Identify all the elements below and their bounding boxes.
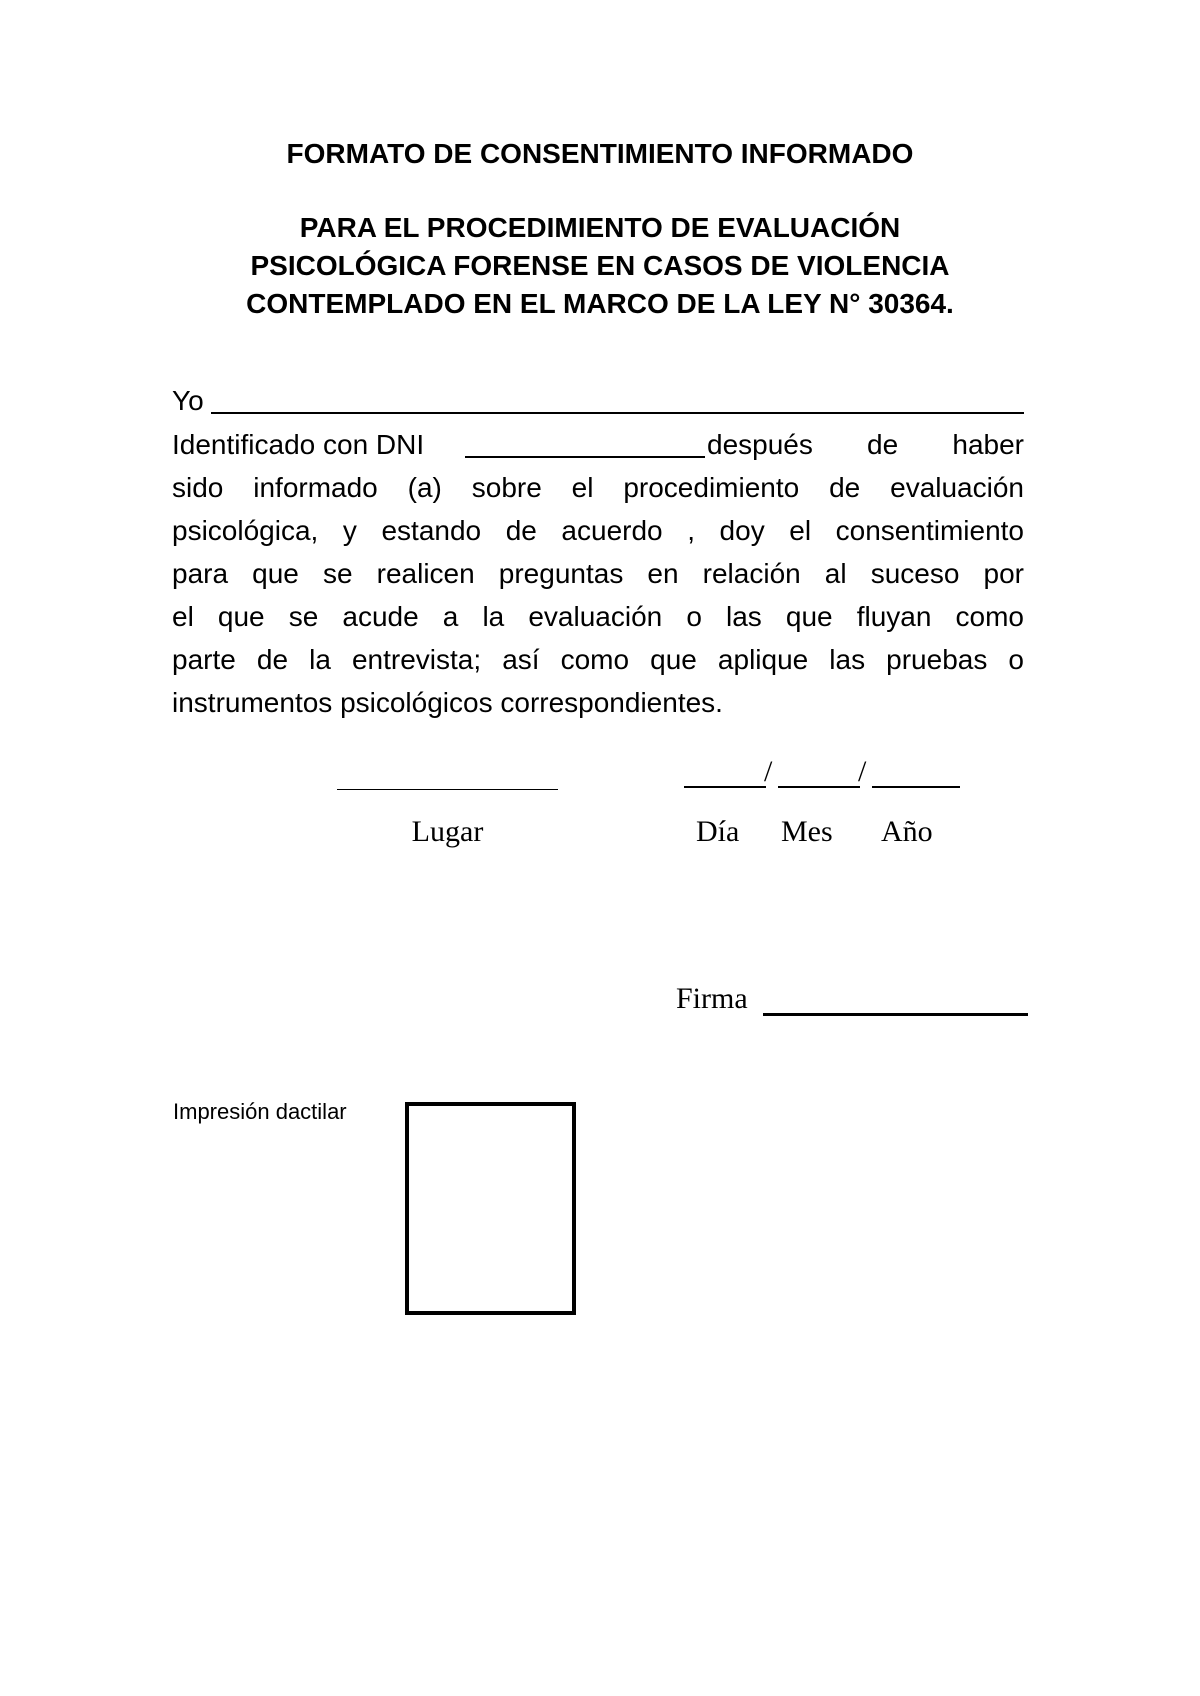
subtitle-line-3: CONTEMPLADO EN EL MARCO DE LA LEY N° 30364. <box>246 288 954 319</box>
subtitle-line-1: PARA EL PROCEDIMIENTO DE EVALUACIÓN <box>299 212 901 243</box>
yo-name-blank[interactable] <box>211 412 1024 414</box>
mes-label: Mes <box>781 815 833 848</box>
lugar-blank[interactable] <box>337 789 558 790</box>
date-separator-2: / <box>858 755 867 788</box>
firma-blank[interactable] <box>763 1013 1028 1016</box>
paragraph-line-1: sido informado (a) sobre el procedimiento de evaluación <box>172 472 1024 503</box>
anio-label: Año <box>881 815 933 848</box>
fingerprint-label: Impresión dactilar <box>173 1099 347 1124</box>
dni-after-text: después de haber <box>707 429 1024 460</box>
paragraph-line-3: para que se realicen preguntas en relación al suceso por <box>172 558 1024 589</box>
date-separator-1: / <box>764 755 773 788</box>
dia-label: Día <box>696 815 740 848</box>
dia-blank[interactable] <box>684 786 766 788</box>
fingerprint-box[interactable] <box>405 1102 576 1315</box>
dni-number-blank[interactable] <box>465 456 705 458</box>
paragraph-line-2: psicológica, y estando de acuerdo , doy el consentimiento <box>172 515 1024 546</box>
paragraph-line-5: parte de la entrevista; así como que aplique las pruebas o <box>172 644 1024 675</box>
lugar-label: Lugar <box>411 815 484 848</box>
subtitle-line-2: PSICOLÓGICA FORENSE EN CASOS DE VIOLENCIA <box>250 250 950 281</box>
yo-label: Yo <box>172 385 204 416</box>
paragraph-line-6: instrumentos psicológicos correspondientes. <box>172 687 723 718</box>
mes-blank[interactable] <box>778 786 860 788</box>
firma-label: Firma <box>676 982 748 1015</box>
anio-blank[interactable] <box>872 786 960 788</box>
paragraph-line-4: el que se acude a la evaluación o las que fluyan como <box>172 601 1024 632</box>
dni-label: Identificado con DNI <box>172 429 425 460</box>
document-title: FORMATO DE CONSENTIMIENTO INFORMADO <box>286 138 914 169</box>
yo-line <box>172 379 1024 422</box>
